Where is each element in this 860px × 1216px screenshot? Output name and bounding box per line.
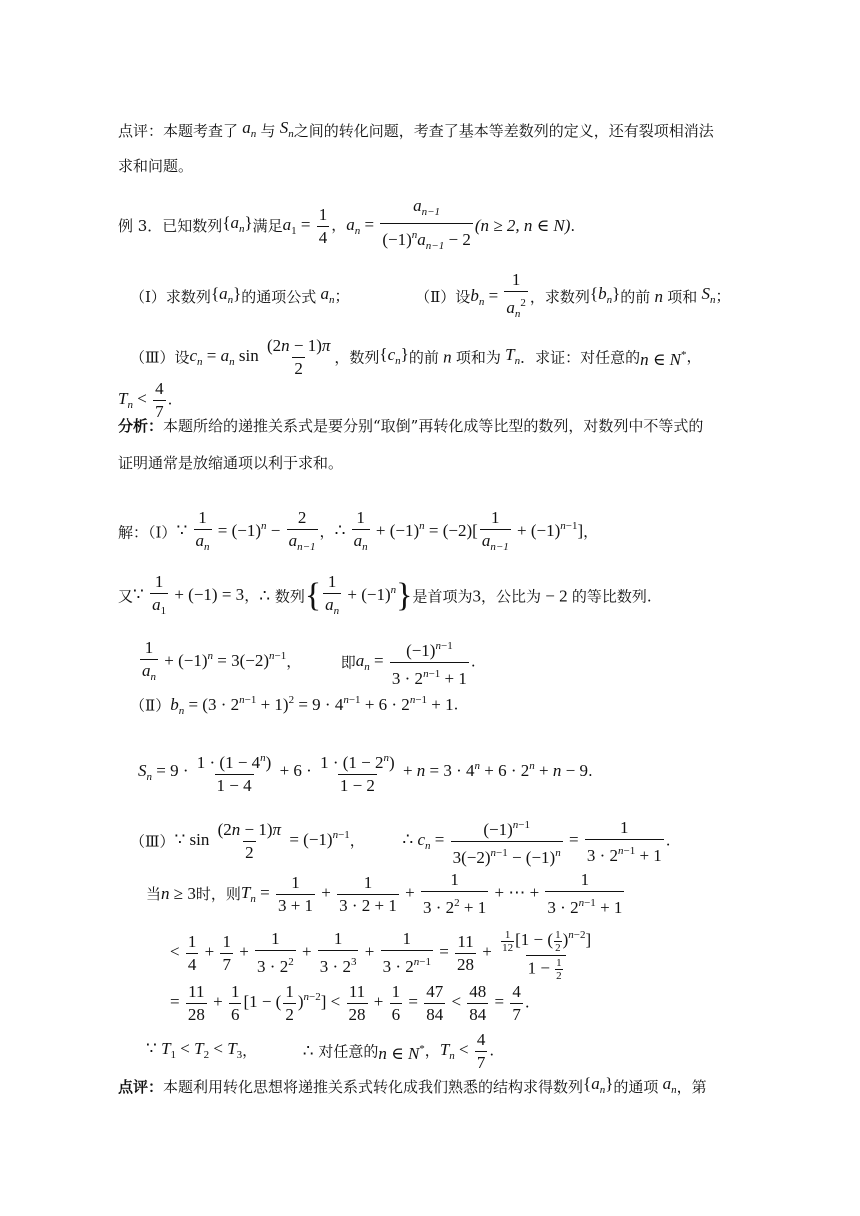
math-a1: $a_1$ = $\frac{1}{4}$ [282,204,328,247]
solution-text: 又 [118,587,134,606]
comment-line-2 [118,155,193,176]
analysis-label: 分析： [118,417,164,435]
math-sn: $S_n$ [275,118,294,140]
example-text: 满足 [252,217,283,235]
solution-text: 对任意的 [318,1042,379,1061]
solution-conclusion: ∵ $T_1 < T_2 < T_3$， ∴ 对任意的n ∈ N*，$T_n$ < $\frac{4}{7}$ . [146,1030,495,1072]
math-an: $a_n$ [658,1074,677,1096]
q3-text: ．求证：对任意的 [520,348,641,367]
comment-text: 求和问题。 [118,157,194,175]
solution-inequality-2: = $\frac{11}{28}$ + $\frac{1}{6}$ [1 − ( $\frac{1}{2}$ )$^{n-2}$] < $\frac{11}{28}$ + $\frac{1}{6}$ = $\frac{47}{84}$ < $\frac{48}{84}$ = $\frac{4}{7}$ . [170,982,530,1024]
comment2-text: ，第 [676,1078,707,1096]
q3-text: 项和为 [455,348,501,367]
math-sn-formula: $S_n = 9$ · $\frac{1 \cdot (1 - 4^n)}{1 - 4}$ + 6 · $\frac{1 \cdot (1 - 2^n)}{1 - 2}$ + $n = 3 \cdot 4^n + 6 \cdot 2^n + n - 9$ [138,752,588,795]
comment-line-1 [118,118,714,144]
comment-text: 之间的转化问题，考查了基本等差数列的定义，还有裂项相消法 [293,122,714,140]
solution-line-3: $\frac{1}{a_n}$ + $(-1)^n = 3(-2)^{n-1}$， 即$a_n$ = $\frac{(-1)^{n-1}}{3 \cdot 2^{n-1} + 1}$ . [138,636,476,689]
solution-inequality-1 [170,925,595,982]
solution-text: ，公比为 [481,587,542,606]
example-label: 例 3．已知数列 [118,217,223,235]
question-1-2: （Ⅰ）求数列$\{a_n\}$的通项公式 $a_n$； （Ⅱ）设$b_n$ = $\frac{1}{a_n^2}$ ，求数列$\{b_n\}$的前 n 项和 $S_n$； [130,270,731,324]
solution-part-3: （Ⅲ）∵ sin $\frac{(2n - 1)\pi}{2}$ = $(-1)^{n-1}$， ∴ $c_n$ = $\frac{(-1)^{n-1}}{3(-2)^{n-1} - (-1)^n}$ = $\frac{1}{3 \cdot 2^{n-1} + 1}$ . [130,817,671,867]
math-t-order: ∵ $T_1 < T_2 < T_3$ [146,1038,243,1061]
comment2-text: 本题利用转化思想将递推关系式转化成我们熟悉的结构求得数列 [163,1078,584,1096]
solution-label: 解：（Ⅰ） [118,523,177,542]
math-set-an: $\{a_n\}$ [583,1074,614,1096]
example-statement: 例 3．已知数列$\{a_n\}$满足$a_1$ = $\frac{1}{4}$ ，$a_n$ = $\frac{a_{n-1}}{(-1)^na_{n-1} - 2}$ (n ≥ 2, n ∈ N). [118,196,575,256]
comment-text: 点评：本题考查了 [118,122,239,140]
math-ineq-2: = $\frac{11}{28}$ + $\frac{1}{6}$ [1 − ( $\frac{1}{2}$ )$^{n-2}$] < $\frac{11}{28}$ + $\frac{1}{6}$ = $\frac{47}{84}$ < $\frac{48}{84}$ = $\frac{4}{7}$ [170,982,521,1024]
comment2-label: 点评： [118,1078,164,1096]
solution-label: （Ⅱ） [130,696,171,715]
math-cn-def: $c_n = a_n$ sin $\frac{(2n - 1)\pi}{2}$ [189,336,331,378]
solution-label: （Ⅲ） [130,832,175,851]
math-condition: (n ≥ 2, n ∈ N) [474,216,571,235]
question-3-claim: $T_n$ < $\frac{4}{7}$ . [118,379,173,421]
q1-text: 的通项公式 [241,288,317,306]
math-set-cn: $\{c_n\}$ [379,344,409,367]
solution-line-2: 又∵ $\frac{1}{a_1}$ + (−1) = 3，∴ 数列{ $\frac{1}{a_n}$ + $(-1)^n$}是首项为3，公比为 − 2 的等比数列. [118,572,652,621]
math-bn-def: $b_n$ = $\frac{1}{a_n^2}$ [470,286,530,305]
q2-text: ，求数列 [529,288,590,306]
q3-text: （Ⅲ）设 [130,348,190,367]
math-recip: ∵ $\frac{1}{a_n}$ = $(-1)^n$ − $\frac{2}{a_{n-1}}$ [176,521,319,540]
analysis-text: 证明通常是放缩通项以利于求和。 [118,454,344,472]
solution-line-1: 解：（Ⅰ）∵ $\frac{1}{a_n}$ = $(-1)^n$ − $\frac{2}{a_{n-1}}$ ，∴ $\frac{1}{a_n}$ + $(-1)^n = (-2)$[ $\frac{1}{a_{n-1}}$ + $(-1)^{n-1}$]， [118,508,598,557]
analysis-line-2 [118,452,343,473]
q2-text: 项和 [667,288,698,306]
comment2-text: 的通项 [613,1078,659,1096]
math-recip-2: ∴ $\frac{1}{a_n}$ + $(-1)^n = (-2)$[ $\frac{1}{a_{n-1}}$ + $(-1)^{n-1}$] [335,521,584,540]
q3-text: ，数列 [334,348,380,367]
math-bn-formula: $b_n = (3 \cdot 2^{n-1} + 1)^2 = 9 \cdot 4^{n-1} + 6 \cdot 2^{n-1} + 1$ [170,694,454,717]
math-ineq-1: < $\frac{1}{4}$ + $\frac{1}{7}$ + $\frac{1}{3 \cdot 2^2}$ + $\frac{1}{3 \cdot 2^3}$ + $\frac{1}{3 \cdot 2^{n-1}}$ = $\frac{11}{28}$ + $\frac{1}{12}$ [1 − ( $\frac{1}{2}$ )$^{n-2}$] 1 − $\frac{1}{2}$ [170,928,592,982]
math-an: $a_n$ [238,118,257,140]
math-n-in-N: n ∈ N* [640,349,687,369]
solution-part-2: $(Ⅱ)b_n = (3 \cdot 2^{n-1} + 1)^2 = 9 \cdot 4^{n-1} + 6 \cdot 2^{n-1} + 1$. [130,694,459,717]
math-seq-brace: { $\frac{1}{a_n}$ + $(-1)^n$} [305,585,413,604]
math-set-an: $\{a_n\}$ [210,284,242,306]
solution-text: 当 [146,885,162,903]
math-set-bn: $\{b_n\}$ [589,284,621,306]
solution-text: 数列 [274,587,305,606]
solution-text: 是首项为 [412,587,473,606]
analysis-text: 本题所给的递推关系式是要分别“取倒”再转化成等比型的数列，对数列中不等式的 [163,417,704,435]
math-cn-formula: ∴ $c_n$ = $\frac{(-1)^{n-1}}{3(-2)^{n-1} - (-1)^n}$ = $\frac{1}{3 \cdot 2^{n-1} + 1}$ [402,817,662,867]
comment2-line [118,1074,707,1100]
math-tn-bound: $T_n$ < $\frac{4}{7}$ [118,379,164,421]
solution-text: 的等比数列. [571,587,652,606]
math-first-term: ∵ $\frac{1}{a_1}$ + (−1) = 3 [133,585,244,604]
math-an: $a_n$ [316,284,335,306]
solution-sn: $S_n = 9$ · $\frac{1 \cdot (1 - 4^n)}{1 - 4}$ + 6 · $\frac{1 \cdot (1 - 2^n)}{1 - 2}$ + $n = 3 \cdot 4^n + 6 \cdot 2^n + n - 9$. [138,752,593,795]
solution-text: 即 [340,653,356,672]
q2-text: 的前 [620,288,651,306]
question-3: （Ⅲ）设$c_n = a_n$ sin $\frac{(2n - 1)\pi}{2}$ ，数列$\{c_n\}$的前 n 项和为 $T_n$．求证：对任意的n ∈ N*， [130,336,702,378]
comment-text: 与 [260,122,276,140]
math-tn-sum: $T_n$ = $\frac{1}{3 + 1}$ + $\frac{1}{3 \cdot 2 + 1}$ + $\frac{1}{3 \cdot 2^2 + 1}$ + ⋯ + $\frac{1}{3 \cdot 2^{n-1} + 1}$ [240,870,623,917]
q2-text: （Ⅱ）设 [415,288,471,306]
q3-text: 的前 [408,348,439,367]
math-recurrence: $a_n$ = $\frac{a_{n-1}}{(-1)^na_{n-1} - 2}$ [346,215,475,234]
solution-text: 时，则 [195,885,241,903]
math-final-bound: $T_n$ < $\frac{4}{7}$ [439,1030,486,1072]
math-set-an: $\{a_n\}$ [222,213,253,235]
q1-text: （Ⅰ）求数列 [130,288,211,306]
math-geo-result: $\frac{1}{a_n}$ + $(-1)^n = 3(-2)^{n-1}$ [138,651,286,670]
math-sin: ∵ sin $\frac{(2n - 1)\pi}{2}$ = $(-1)^{n-1}$ [174,820,350,862]
analysis-line-1 [118,415,703,436]
math-an-formula: $a_n$ = $\frac{(-1)^{n-1}}{3 \cdot 2^{n-1} + 1}$ [355,640,467,688]
solution-tn-sum: 当n ≥ 3时，则$T_n$ = $\frac{1}{3 + 1}$ + $\frac{1}{3 \cdot 2 + 1}$ + $\frac{1}{3 \cdot 2^2 + 1}$ + ⋯ + $\frac{1}{3 \cdot 2^{n-1} + 1}$ [146,870,626,918]
